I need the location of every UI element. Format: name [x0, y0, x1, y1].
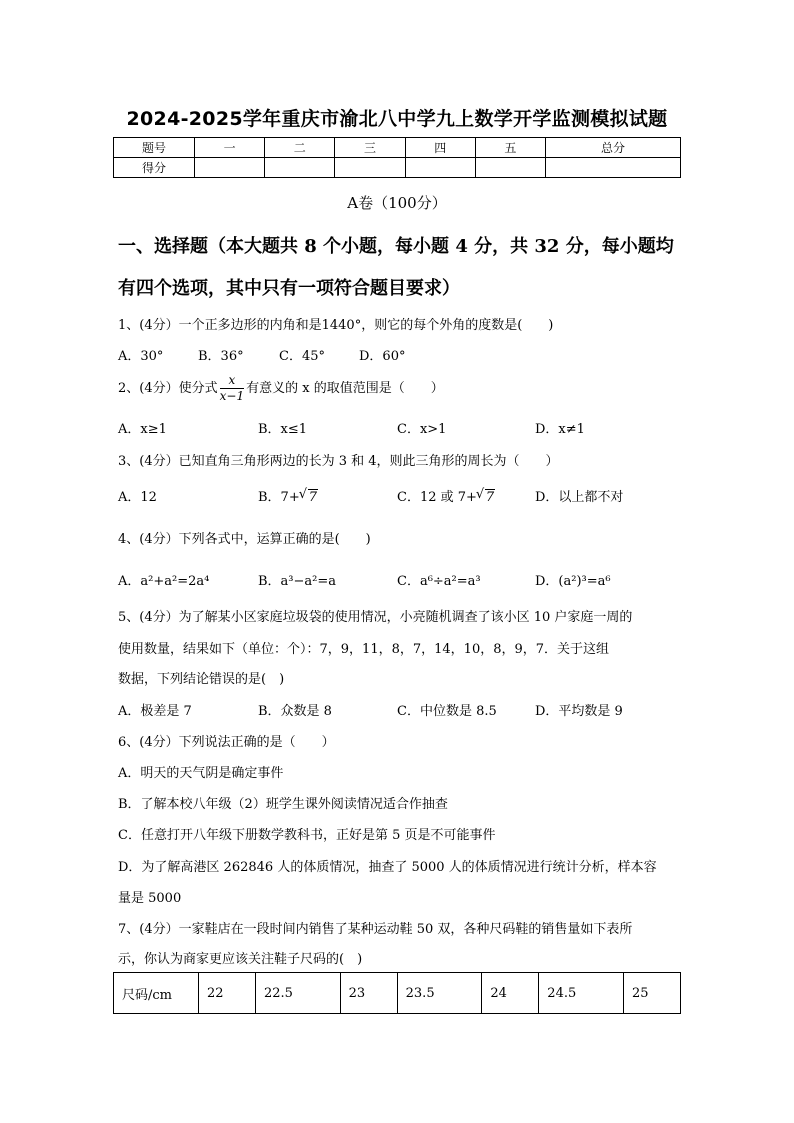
- score-cell: [195, 158, 265, 178]
- q6-option-a: A．明天的天气阴是确定事件: [118, 766, 284, 781]
- part1-heading-line1: 一、选择题（本大题共 8 个小题，每小题 4 分，共 32 分，每小题均: [118, 236, 674, 257]
- q1-option-d: D．60°: [359, 349, 406, 364]
- q3-option-c-radical: √ 7: [485, 489, 495, 505]
- score-header-cell: 题号: [114, 138, 195, 158]
- q3-option-c: [397, 486, 495, 505]
- shoe-size-cell: 22.5: [255, 973, 340, 1014]
- score-header-cell: 二: [265, 138, 335, 158]
- q2-stem: [118, 373, 444, 404]
- exam-title: 2024-2025学年重庆市渝北八中学九上数学开学监测模拟试题: [126, 108, 668, 130]
- score-header-cell: 总分: [546, 138, 681, 158]
- q5-option-d: D．平均数是 9: [535, 704, 623, 719]
- q2-option-a: A．x≥1: [118, 422, 167, 437]
- q3-option-b: [258, 486, 318, 505]
- q1-stem: 1、(4分）一个正多边形的内角和是1440°，则它的每个外角的度数是( ): [118, 318, 554, 333]
- q6-option-c: C．任意打开八年级下册数学教科书，正好是第 5 页是不可能事件: [118, 828, 496, 843]
- score-row-label: 得分: [114, 158, 195, 178]
- score-header-cell: 三: [335, 138, 405, 158]
- score-header-cell: 一: [195, 138, 265, 158]
- part1-heading-line2: 有四个选项，其中只有一项符合题目要求）: [118, 278, 460, 299]
- shoe-size-cell: 23: [340, 973, 397, 1014]
- q7-line2: 示，你认为商家更应该关注鞋子尺码的( ): [118, 952, 363, 967]
- shoe-size-cell: 22: [199, 973, 256, 1014]
- score-table: [113, 137, 681, 178]
- q2-option-b: B．x≤1: [258, 422, 308, 437]
- q2-fraction-denominator: x−1: [219, 389, 245, 403]
- q1-option-a: A．30°: [118, 349, 164, 364]
- q3-stem: 3、(4分）已知直角三角形两边的长为 3 和 4，则此三角形的周长为（ ）: [118, 454, 559, 469]
- score-table-header-row: [114, 138, 681, 158]
- q2-stem-post: 有意义的 x 的取值范围是（ ）: [246, 381, 444, 396]
- q5-line1: 5、(4分）为了解某小区家庭垃圾袋的使用情况，小亮随机调查了该小区 10 户家庭一周的: [118, 610, 633, 625]
- q3-option-d: D．以上都不对: [535, 490, 624, 505]
- q5-option-c: C．中位数是 8.5: [397, 704, 497, 719]
- shoe-size-cell: 24: [482, 973, 539, 1014]
- q4-stem: 4、(4分）下列各式中，运算正确的是( ): [118, 532, 371, 547]
- q7-line1: 7、(4分）一家鞋店在一段时间内销售了某种运动鞋 50 双，各种尺码鞋的销售量如下表所: [118, 922, 633, 937]
- shoe-size-cell: 25: [623, 973, 680, 1014]
- q2-option-c: C．x>1: [397, 422, 447, 437]
- shoe-size-row: [114, 973, 681, 1014]
- shoe-size-label: 尺码/cm: [114, 973, 199, 1014]
- q4-option-d: D．(a²)³=a⁶: [535, 574, 611, 589]
- q3-option-b-text: B．7+: [258, 490, 300, 505]
- q2-option-d: D．x≠1: [535, 422, 585, 437]
- q4-option-a: A．a²+a²=2a⁴: [118, 574, 210, 589]
- q5-option-a: A．极差是 7: [118, 704, 192, 719]
- q3-option-c-text: C．12 或 7+: [397, 490, 477, 505]
- q6-option-d-line2: 量是 5000: [118, 891, 182, 906]
- score-cell: [405, 158, 475, 178]
- q2-fraction: [220, 373, 244, 404]
- q2-stem-pre: 2、(4分）使分式: [118, 381, 218, 396]
- q6-option-d-line1: D．为了解高港区 262846 人的体质情况，抽查了 5000 人的体质情况进行统计分析，样本容: [118, 860, 657, 875]
- score-cell: [475, 158, 545, 178]
- q6-option-b: B．了解本校八年级（2）班学生课外阅读情况适合作抽查: [118, 797, 448, 812]
- score-header-cell: 四: [405, 138, 475, 158]
- shoe-size-cell: 24.5: [539, 973, 624, 1014]
- q3-option-a: A．12: [118, 490, 157, 505]
- q5-line3: 数据，下列结论错误的是( ): [118, 672, 285, 687]
- q1-option-c: C．45°: [279, 349, 325, 364]
- score-cell: [335, 158, 405, 178]
- q1-option-b: B．36°: [198, 349, 244, 364]
- score-header-cell: 五: [475, 138, 545, 158]
- q2-fraction-numerator: x: [220, 373, 244, 389]
- section-a-heading: A卷（100分）: [347, 194, 447, 212]
- score-cell: [265, 158, 335, 178]
- q5-line2: 使用数量，结果如下（单位：个）：7，9，11，8，7，14，10，8，9，7．关于这组: [118, 642, 610, 657]
- q5-option-b: B．众数是 8: [258, 704, 332, 719]
- q6-stem: 6、(4分）下列说法正确的是（ ）: [118, 735, 335, 750]
- q4-option-c: C．a⁶÷a²=a³: [397, 574, 481, 589]
- score-cell: [546, 158, 681, 178]
- score-table-score-row: [114, 158, 681, 178]
- shoe-size-table: [113, 972, 681, 1014]
- shoe-size-cell: 23.5: [397, 973, 482, 1014]
- q4-option-b: B．a³−a²=a: [258, 574, 337, 589]
- q3-option-b-radical: √ 7: [308, 489, 318, 505]
